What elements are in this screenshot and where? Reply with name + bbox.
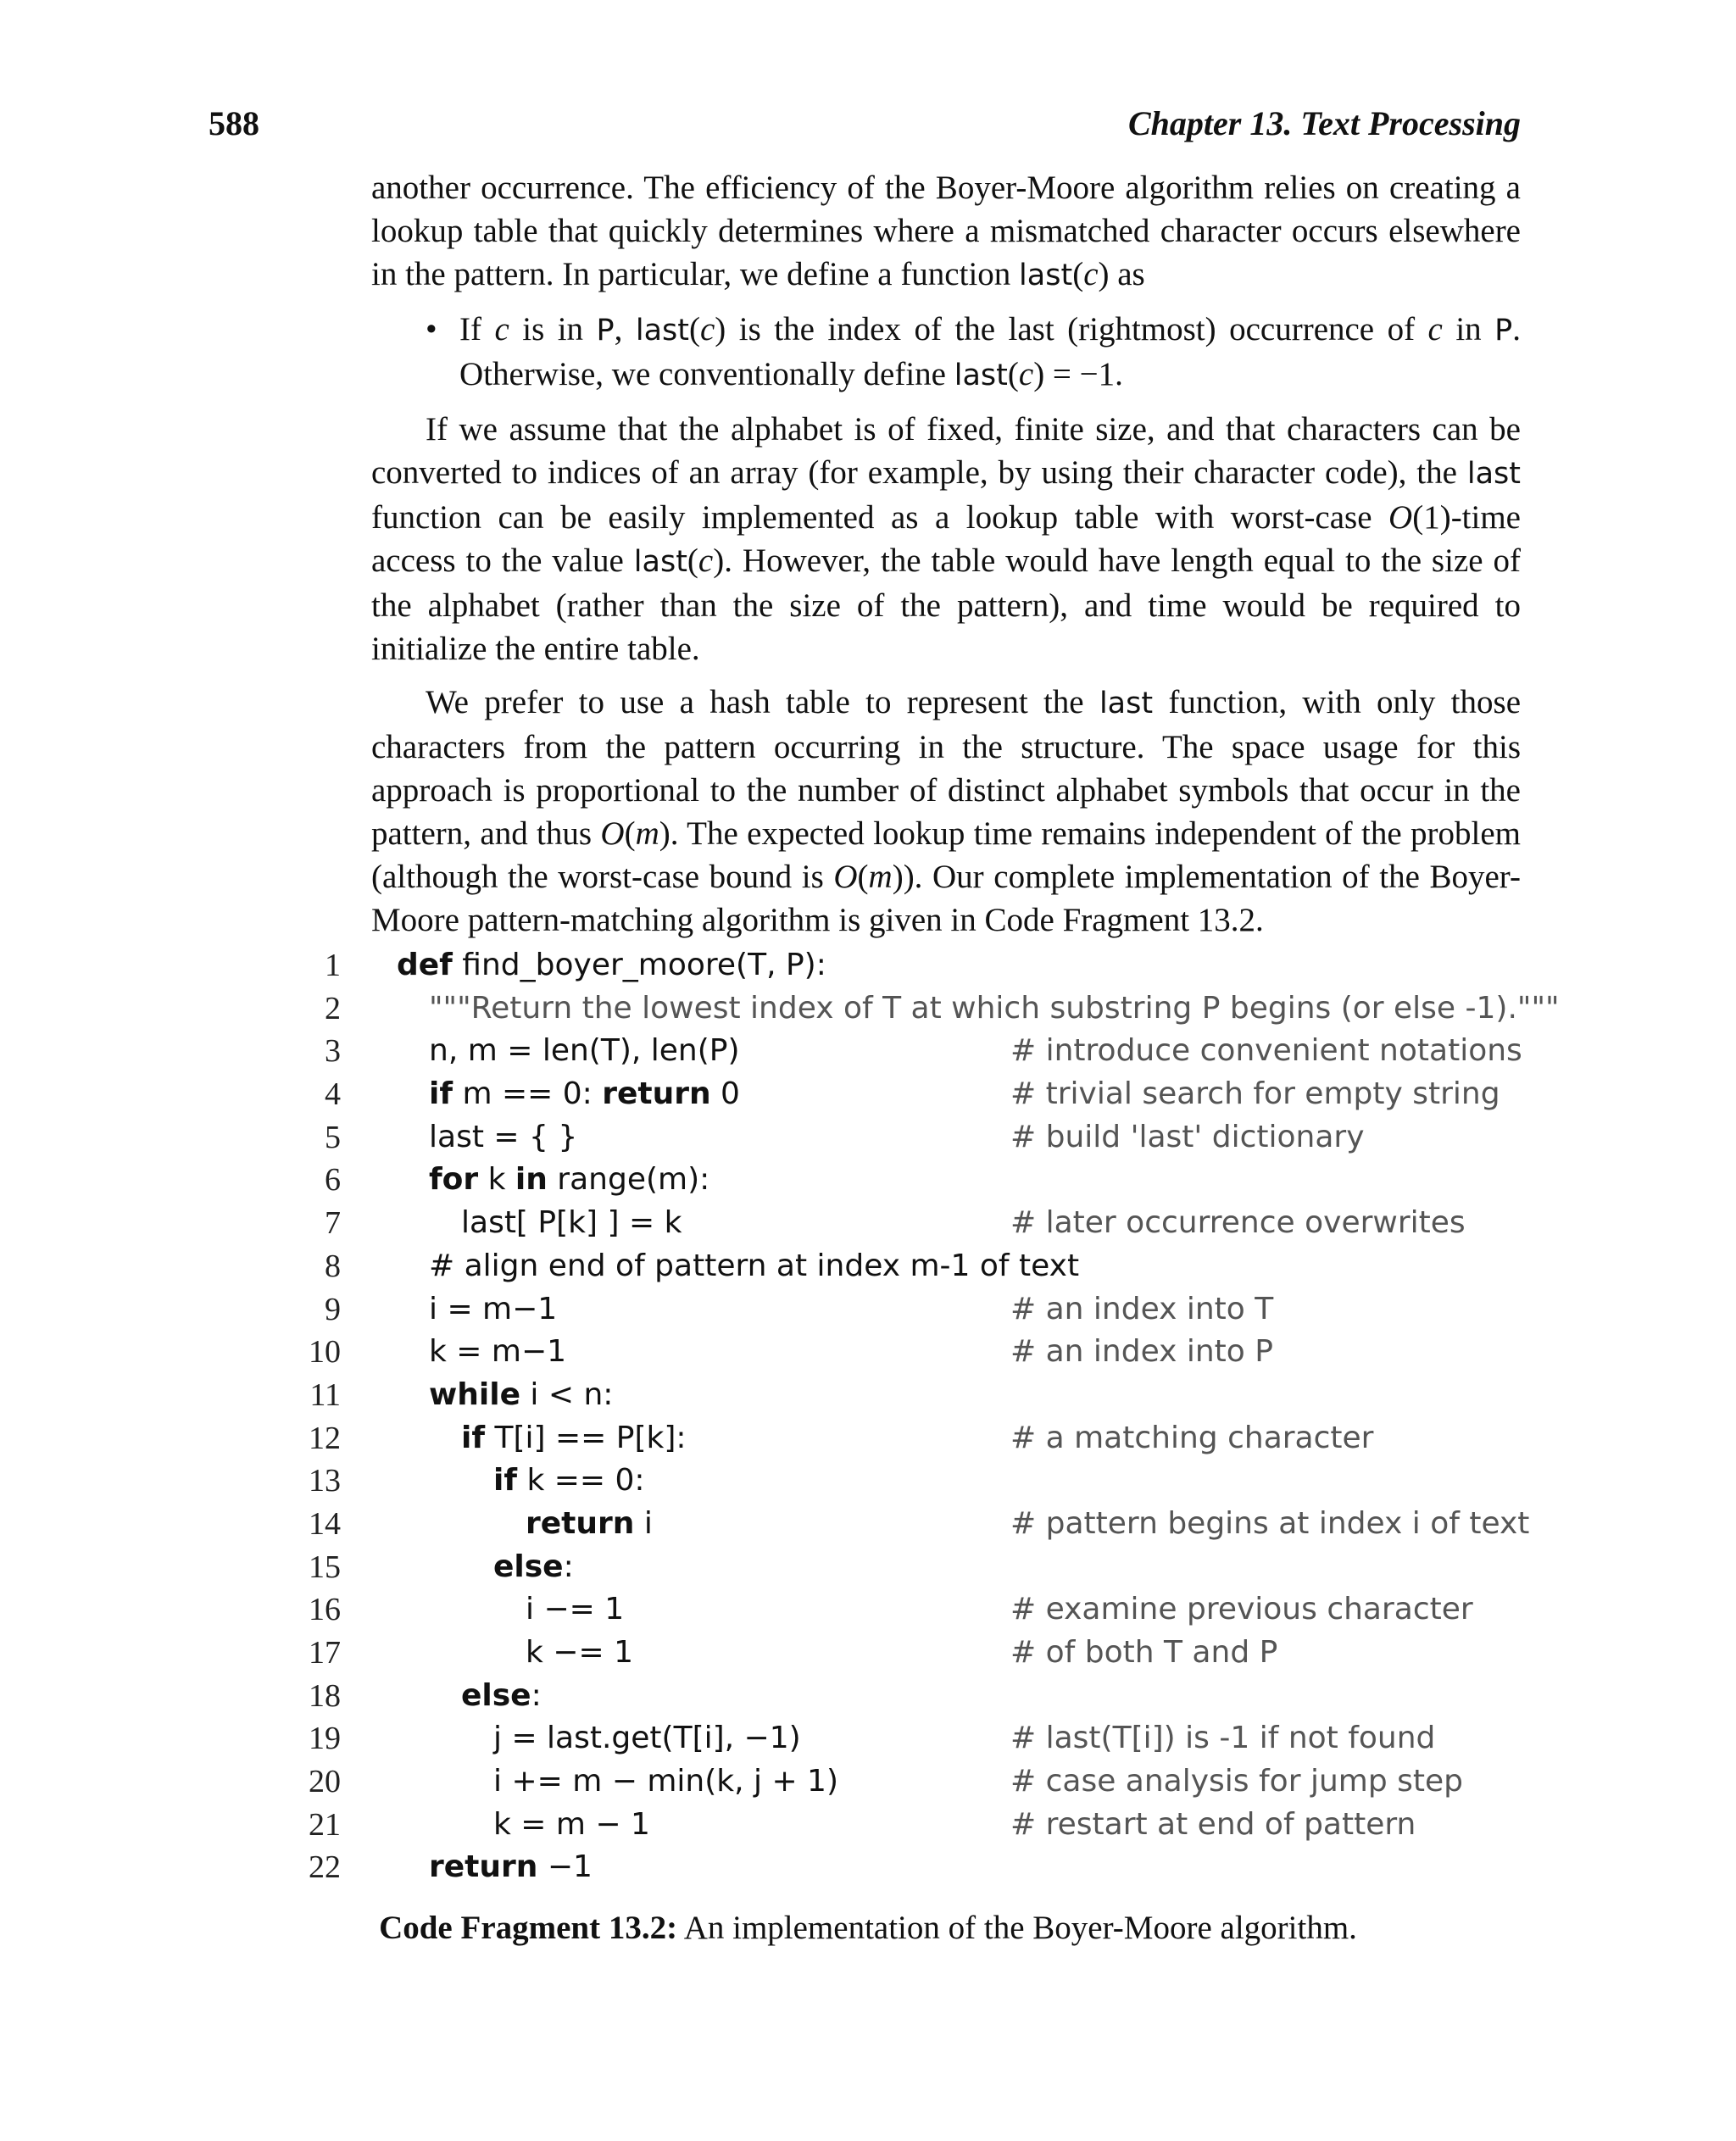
line-number: 8 (325, 1248, 341, 1284)
code-token: k (478, 1162, 515, 1198)
code-text (526, 1588, 624, 1632)
code-line (280, 1417, 1551, 1460)
function-name: last (1099, 687, 1154, 720)
text: , (614, 311, 636, 348)
chapter-title: Chapter 13. Text Processing (1128, 104, 1521, 142)
code-text (429, 1374, 613, 1417)
keyword: else (493, 1549, 564, 1584)
code-text (493, 1460, 645, 1503)
math-variable: c (494, 311, 509, 348)
code-token: 0 (710, 1076, 740, 1112)
code-line (280, 1030, 1551, 1073)
code-text (493, 1717, 801, 1760)
code-line (280, 1288, 1551, 1332)
code-comment: # pattern begins at index i of text (1010, 1505, 1530, 1541)
page-number: 588 (209, 104, 259, 142)
line-number: 10 (309, 1334, 341, 1371)
code-text (493, 1804, 650, 1847)
code-text (429, 1331, 566, 1374)
code-comment: # case analysis for jump step (1010, 1764, 1464, 1799)
code-line (280, 1245, 1551, 1288)
code-token: : (563, 1549, 574, 1584)
math-variable: m (868, 859, 893, 895)
text: function, with only those characters from the pattern occurring in the structure. The space usage for this approach is proportional to the number of distinct alphabet symbols that occur in the pattern, and thus (371, 684, 1522, 852)
code-text (429, 1159, 709, 1202)
keyword: for (429, 1162, 479, 1198)
code-line (280, 944, 1551, 987)
code-text (429, 1116, 577, 1159)
keyword: if (429, 1076, 453, 1112)
code-token: : (531, 1677, 542, 1713)
line-number: 3 (325, 1033, 341, 1070)
code-token: −1 (537, 1849, 593, 1885)
code-comment: # an index into P (1010, 1334, 1273, 1370)
math-variable: c (699, 311, 715, 348)
code-token: k = m − 1 (493, 1806, 650, 1842)
code-token: find_boyer_moore(T, P): (452, 948, 826, 982)
math-variable: m (635, 815, 659, 852)
code-comment: # later occurrence overwrites (1010, 1205, 1466, 1241)
function-name: last (1019, 259, 1073, 292)
code-caption (0, 1905, 1736, 1951)
keyword: return (602, 1076, 711, 1112)
math-variable: c (698, 542, 714, 579)
line-number: 14 (309, 1505, 341, 1542)
line-number: 9 (325, 1291, 341, 1327)
line-number: 17 (309, 1635, 341, 1671)
code-token: # align end of pattern at index m-1 of text (429, 1248, 1080, 1283)
code-comment: # examine previous character (1010, 1592, 1473, 1627)
text: If we assume that the alphabet is of fixed, finite size, and that characters can be converted to indices of an array (for example, by using their character code), the (371, 411, 1521, 491)
code-token: last[ P[k] ] = k (461, 1205, 682, 1241)
text: . Otherwise, we conventionally define (459, 311, 1521, 392)
caption-label: Code Fragment 13.2: (379, 1910, 678, 1946)
keyword: if (461, 1420, 486, 1455)
text: ( (688, 311, 700, 348)
body-text (371, 166, 1521, 942)
code-token: i −= 1 (526, 1592, 625, 1627)
code-text (526, 1632, 633, 1675)
code-token: k == 0: (517, 1463, 645, 1499)
code-token: i (634, 1505, 653, 1541)
code-line (280, 1159, 1551, 1202)
line-number: 22 (309, 1849, 341, 1886)
text: ). The expected lookup time remains independent of the problem (although the worst-case bound is (371, 815, 1521, 895)
text: (1)-time access to the value (371, 499, 1521, 579)
keyword: if (493, 1463, 518, 1499)
text: ) as (1098, 256, 1145, 292)
text: If (459, 311, 495, 348)
line-number: 19 (309, 1721, 341, 1757)
paragraph-1 (371, 166, 1521, 298)
code-line (280, 1460, 1551, 1503)
bullet-item (426, 308, 1521, 398)
code-line (280, 1503, 1551, 1546)
code-text (429, 1245, 1079, 1288)
line-number: 21 (309, 1806, 341, 1843)
keyword: return (526, 1505, 635, 1541)
line-number: 15 (309, 1549, 341, 1585)
line-number: 1 (325, 948, 341, 983)
paragraph-2 (371, 408, 1521, 670)
code-line (280, 1588, 1551, 1632)
code-comment: # introduce convenient notations (1010, 1033, 1522, 1069)
code-text (429, 1288, 557, 1332)
text: ( (1072, 256, 1084, 292)
line-number: 6 (325, 1162, 341, 1198)
code-line (280, 1632, 1551, 1675)
page-header (209, 98, 1521, 149)
text: ( (687, 542, 698, 579)
math-variable: c (1427, 311, 1443, 348)
bullet-mark: • (426, 311, 437, 348)
code-token: range(m): (547, 1162, 710, 1198)
code-line (280, 1116, 1551, 1159)
bullet-text (459, 308, 1521, 398)
keyword: in (515, 1162, 548, 1198)
code-token: n, m = len(T), len(P) (429, 1033, 740, 1069)
function-name: last (633, 545, 687, 579)
line-number: 20 (309, 1764, 341, 1800)
code-comment: # build 'last' dictionary (1010, 1119, 1365, 1154)
line-number: 4 (325, 1076, 341, 1113)
text: ( (1007, 356, 1019, 392)
code-symbol: P (596, 314, 615, 348)
text: ). However, the table would have length equal to the size of the alphabet (rather than the size of the pattern), and time would be required to initialize the entire table. (371, 542, 1521, 667)
code-line (280, 1202, 1551, 1245)
code-comment: # a matching character (1010, 1420, 1374, 1455)
line-number: 5 (325, 1119, 341, 1155)
code-line (280, 1717, 1551, 1760)
code-text (429, 1073, 740, 1116)
keyword: while (429, 1376, 520, 1412)
code-text (397, 944, 826, 987)
text: ( (857, 859, 869, 895)
line-number: 12 (309, 1420, 341, 1456)
code-token: T[i] == P[k]: (485, 1420, 687, 1455)
text: function can be easily implemented as a lookup table with worst-case (371, 499, 1389, 536)
code-token: i += m − min(k, j + 1) (493, 1764, 839, 1799)
math-variable: c (1083, 256, 1099, 292)
code-line (280, 1804, 1551, 1847)
math-variable: c (1018, 356, 1034, 392)
code-line (280, 987, 1560, 1031)
code-token: i < n: (520, 1376, 614, 1412)
line-number: 16 (309, 1592, 341, 1628)
line-number: 2 (325, 990, 341, 1026)
code-text (461, 1417, 687, 1460)
math-variable: O (600, 815, 625, 852)
text: )). Our complete implementation of the Boyer-Moore pattern-matching algorithm is given in Code Fragment 13.2. (371, 859, 1521, 938)
code-token: last = { } (429, 1119, 578, 1154)
function-name: last (635, 314, 689, 348)
code-comment: # of both T and P (1010, 1635, 1278, 1670)
code-line (280, 1331, 1551, 1374)
code-text (493, 1760, 838, 1804)
code-text (493, 1546, 574, 1589)
code-token: m == 0: (453, 1076, 603, 1112)
code-line (280, 1675, 1551, 1718)
docstring: """Return the lowest index of T at which substring P begins (or else -1).""" (429, 990, 1560, 1026)
math-variable: O (1388, 499, 1413, 536)
code-text (461, 1202, 682, 1245)
line-number: 18 (309, 1677, 341, 1714)
math-variable: O (833, 859, 858, 895)
paragraph-3 (371, 681, 1521, 942)
code-text (429, 1846, 593, 1889)
text: ( (624, 815, 636, 852)
keyword: else (461, 1677, 531, 1713)
code-line (280, 1760, 1551, 1804)
code-text (526, 1503, 653, 1546)
code-line (280, 1846, 1551, 1889)
caption-text: An implementation of the Boyer-Moore algorithm. (677, 1910, 1357, 1946)
code-comment: # trivial search for empty string (1010, 1076, 1500, 1112)
line-number: 13 (309, 1463, 341, 1499)
text: in (1442, 311, 1495, 348)
code-listing (280, 944, 1560, 1889)
code-line (280, 1546, 1551, 1589)
code-token: i = m−1 (429, 1291, 558, 1326)
code-line (280, 1374, 1551, 1417)
line-number: 7 (325, 1205, 341, 1242)
code-text (461, 1675, 542, 1718)
code-line (280, 1073, 1551, 1116)
text: ) = −1. (1033, 356, 1123, 392)
keyword: return (429, 1849, 538, 1885)
code-token: k −= 1 (526, 1635, 633, 1670)
code-text (429, 987, 1560, 1031)
text: We prefer to use a hash table to represent the (426, 684, 1099, 720)
code-comment: # last(T[i]) is -1 if not found (1010, 1721, 1436, 1756)
function-name: last (954, 359, 1008, 392)
code-comment: # an index into T (1010, 1291, 1274, 1326)
code-token: k = m−1 (429, 1334, 567, 1370)
text: ) is the index of the last (rightmost) occurrence of (715, 311, 1428, 348)
line-number: 11 (309, 1376, 341, 1413)
code-token: j = last.get(T[i], −1) (493, 1721, 801, 1756)
function-name: last (1466, 457, 1521, 491)
code-text (429, 1030, 740, 1073)
code-comment: # restart at end of pattern (1010, 1806, 1416, 1842)
keyword: def (397, 948, 453, 982)
code-symbol: P (1494, 314, 1513, 348)
text: another occurrence. The efficiency of the Boyer-Moore algorithm relies on creating a lookup table that quickly determines where a mismatched character occurs elsewhere in the pattern. In particular, we define a function (371, 170, 1521, 292)
text: is in (509, 311, 597, 348)
